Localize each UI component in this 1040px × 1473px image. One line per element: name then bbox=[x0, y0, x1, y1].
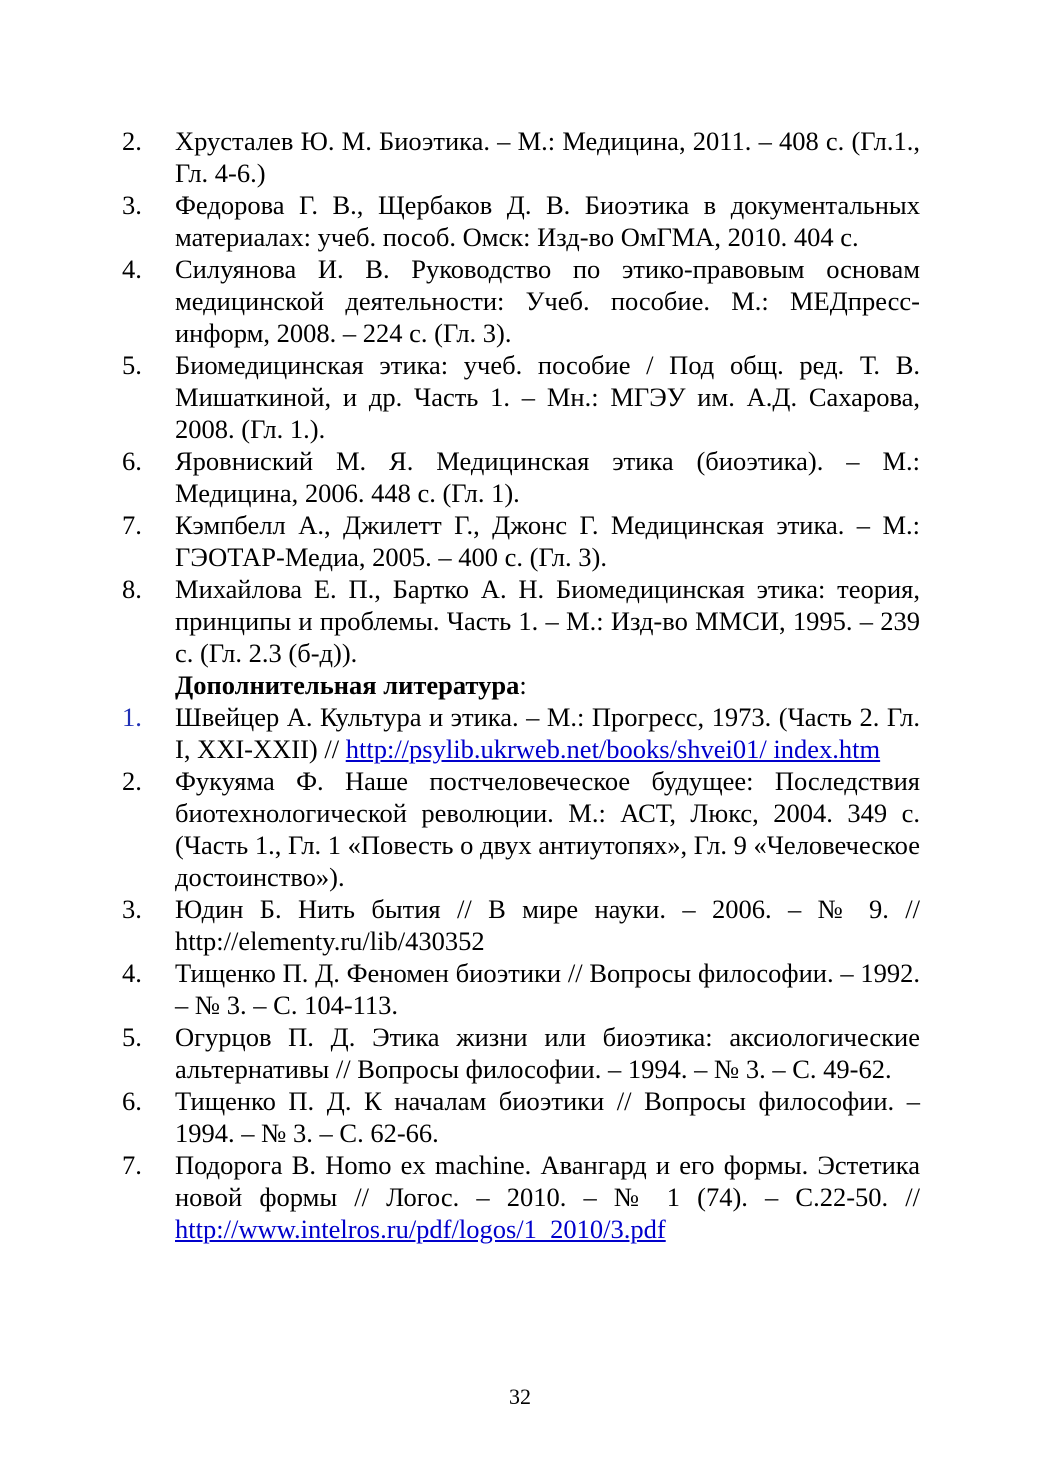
list-item bbox=[120, 893, 920, 957]
list-item bbox=[120, 509, 920, 573]
section-heading-text: Дополнительная литература bbox=[175, 670, 520, 700]
item-text: Биомедицинская этика: учеб. пособие / Под общ. ред. Т. В. Мишаткиной, и др. Часть 1. – Мн.: МГЭУ им. А.Д. Сахарова, 2008. (Гл. 1.). bbox=[175, 350, 920, 444]
list-item bbox=[120, 1085, 920, 1149]
item-number: 6. bbox=[122, 446, 142, 476]
item-text: Подорога В. Homo ex machine. Авангард и его формы. Эстетика новой формы // Логос. – 2010. – № 1 (74). – С.22-50. // bbox=[175, 1150, 920, 1212]
item-text: Федорова Г. В., Щербаков Д. В. Биоэтика в документальных материалах: учеб. пособ. Омск: Изд-во ОмГМА, 2010. 404 с. bbox=[175, 190, 920, 252]
item-link[interactable]: http://www.intelros.ru/pdf/logos/1_2010/3.pdf bbox=[175, 1214, 666, 1244]
item-text: Тищенко П. Д. Феномен биоэтики // Вопросы философии. – 1992. – № 3. – С. 104-113. bbox=[175, 958, 920, 1020]
list-item bbox=[120, 349, 920, 445]
item-text: Кэмпбелл А., Джилетт Г., Джонс Г. Медицинская этика. – М.: ГЭОТАР-Медиа, 2005. – 400 с. (Гл. 3). bbox=[175, 510, 920, 572]
section-heading-colon: : bbox=[519, 670, 527, 700]
list-item bbox=[120, 253, 920, 349]
item-number: 7. bbox=[122, 510, 142, 540]
item-number: 4. bbox=[122, 958, 142, 988]
item-text: Огурцов П. Д. Этика жизни или биоэтика: аксиологические альтернативы // Вопросы философии. – 1994. – № 3. – С. 49-62. bbox=[175, 1022, 920, 1084]
item-number: 5. bbox=[122, 350, 142, 380]
item-text: Силуянова И. В. Руководство по этико-правовым основам медицинской деятельности: Учеб. пособие. М.: МЕДпресс-информ, 2008. – 224 с. (Гл. 3). bbox=[175, 254, 920, 348]
bibliography bbox=[120, 125, 920, 1245]
item-number: 8. bbox=[122, 574, 142, 604]
item-number: 2. bbox=[122, 126, 142, 156]
list-item bbox=[120, 1021, 920, 1085]
item-text: Юдин Б. Нить бытия // В мире науки. – 2006. – № 9. // http://elementy.ru/lib/430352 bbox=[175, 894, 920, 956]
list-item bbox=[120, 445, 920, 509]
item-text: Фукуяма Ф. Наше постчеловеческое будущее: Последствия биотехнологической революции. М.: АСТ, Люкс, 2004. 349 с. (Часть 1., Гл. 1 «Повесть о двух антиутопях», Гл. 9 «Человеческое достоинство»). bbox=[175, 766, 921, 892]
item-text: Швейцер А. Культура и этика. – М.: Прогресс, 1973. (Часть 2. Гл. I, XXI-XXII) // bbox=[175, 702, 920, 764]
list-item bbox=[120, 701, 920, 765]
item-number: 1. bbox=[122, 702, 142, 732]
item-number: 4. bbox=[122, 254, 142, 284]
list-item bbox=[120, 765, 920, 893]
item-number: 2. bbox=[122, 766, 142, 796]
item-text: Хрусталев Ю. М. Биоэтика. – М.: Медицина, 2011. – 408 с. (Гл.1., Гл. 4-6.) bbox=[175, 126, 920, 188]
list-item bbox=[120, 125, 920, 189]
section-heading bbox=[120, 669, 920, 701]
item-text: Яровниский М. Я. Медицинская этика (биоэтика). – М.: Медицина, 2006. 448 с. (Гл. 1). bbox=[175, 446, 920, 508]
list-item bbox=[120, 957, 920, 1021]
item-number: 7. bbox=[122, 1150, 142, 1180]
list-item bbox=[120, 1149, 920, 1245]
item-number: 6. bbox=[122, 1086, 142, 1116]
item-number: 3. bbox=[122, 894, 142, 924]
item-text: Михайлова Е. П., Бартко А. Н. Биомедицинская этика: теория, принципы и проблемы. Часть 1. – М.: Изд-во ММСИ, 1995. – 239 с. (Гл. 2.3 (б-д)). bbox=[175, 574, 920, 668]
list-item bbox=[120, 189, 920, 253]
item-number: 5. bbox=[122, 1022, 142, 1052]
item-link[interactable]: http://psylib.ukrweb.net/books/shvei01/ index.htm bbox=[345, 734, 881, 764]
item-number: 3. bbox=[122, 190, 142, 220]
list-item bbox=[120, 573, 920, 669]
page-number: 32 bbox=[509, 1384, 531, 1409]
item-text: Тищенко П. Д. К началам биоэтики // Вопросы философии. – 1994. – № 3. – С. 62-66. bbox=[175, 1086, 920, 1148]
